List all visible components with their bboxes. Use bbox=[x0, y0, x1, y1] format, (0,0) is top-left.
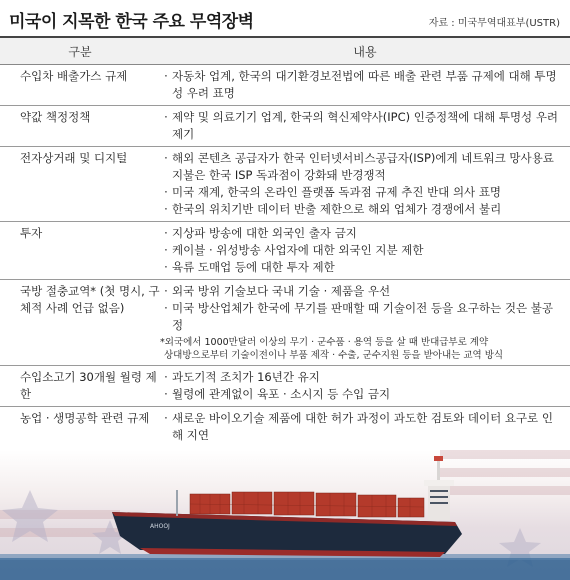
item-text: 과도기적 조치가 16년간 유지 bbox=[172, 370, 320, 384]
row-items bbox=[160, 222, 570, 279]
bullet-icon: · bbox=[164, 110, 168, 124]
table-row bbox=[0, 280, 570, 366]
list-item bbox=[160, 201, 560, 218]
table-row bbox=[0, 147, 570, 222]
bullet-icon: · bbox=[164, 370, 168, 384]
list-item bbox=[160, 150, 560, 184]
bullet-icon: · bbox=[164, 69, 168, 83]
list-item bbox=[160, 386, 560, 403]
item-text: 자동차 업계, 한국의 대기환경보전법에 따른 배출 관련 부품 규제에 대해 투명성 우려 표명 bbox=[172, 69, 557, 100]
row-category: 수입소고기 30개월 월령 제한 bbox=[20, 370, 157, 401]
bullet-icon: · bbox=[164, 202, 168, 216]
item-text: 지상파 방송에 대한 외국인 출자 금지 bbox=[172, 226, 357, 240]
table-header bbox=[0, 38, 570, 65]
row-items bbox=[160, 106, 570, 146]
item-text: 미국 재계, 한국의 온라인 플랫폼 독과점 규제 추진 반대 의사 표명 bbox=[172, 185, 502, 199]
table-body bbox=[0, 65, 570, 447]
bullet-icon: · bbox=[164, 243, 168, 257]
list-item bbox=[160, 410, 560, 444]
source-note: 자료 : 미국무역대표부(USTR) bbox=[428, 18, 560, 29]
row-items bbox=[160, 366, 570, 406]
item-text: 외국 방위 기술보다 국내 기술 · 제품을 우선 bbox=[172, 284, 391, 298]
ship-name-label: AHOOJ bbox=[150, 523, 170, 530]
item-text: 월령에 관계없이 육포 · 소시지 등 수입 금지 bbox=[172, 387, 391, 401]
header-content: 내용 bbox=[353, 44, 377, 59]
bullet-icon: · bbox=[164, 284, 168, 298]
row-category: 약값 책정정책 bbox=[20, 110, 91, 124]
item-text: 한국의 위치기반 데이터 반출 제한으로 해외 업체가 경쟁에서 불리 bbox=[172, 202, 502, 216]
row-category: 전자상거래 및 디지털 bbox=[20, 151, 128, 165]
item-text: 제약 및 의료기기 업계, 한국의 혁신제약사(IPC) 인증정책에 대해 투명성 우려 제기 bbox=[172, 110, 559, 141]
bullet-icon: · bbox=[164, 411, 168, 425]
item-text: 육류 도매업 등에 대한 투자 제한 bbox=[172, 260, 335, 274]
list-item bbox=[160, 283, 560, 300]
list-item bbox=[160, 109, 560, 143]
row-items bbox=[160, 407, 570, 447]
row-items bbox=[160, 280, 570, 365]
list-item bbox=[160, 242, 560, 259]
item-text: 미국 방산업체가 한국에 무기를 판매할 때 기술이전 등을 요구하는 것은 불공정 bbox=[172, 301, 553, 332]
list-item bbox=[160, 68, 560, 102]
list-item bbox=[160, 300, 560, 334]
cargo-ship-illustration bbox=[0, 450, 570, 580]
row-category: 국방 절충교역* (첫 명시, 구체적 사례 언급 없음) bbox=[20, 284, 160, 315]
trade-barrier-table bbox=[0, 36, 570, 447]
bullet-icon: · bbox=[164, 260, 168, 274]
list-item bbox=[160, 369, 560, 386]
header-category: 구분 bbox=[68, 44, 92, 59]
item-text: 해외 콘텐츠 공급자가 한국 인터넷서비스공급자(ISP)에게 네트워크 망사용료 지불은 한국 ISP 독과점이 강화돼 반경쟁적 bbox=[172, 151, 554, 182]
bullet-icon: · bbox=[164, 185, 168, 199]
list-item bbox=[160, 184, 560, 201]
item-text: 새로운 바이오기술 제품에 대한 허가 과정이 과도한 검토와 데이터 요구로 인해 지연 bbox=[172, 411, 553, 442]
table-row bbox=[0, 65, 570, 106]
row-items bbox=[160, 65, 570, 105]
list-item bbox=[160, 259, 560, 276]
row-category: 투자 bbox=[20, 226, 43, 240]
footnote bbox=[160, 336, 560, 362]
table-row bbox=[0, 366, 570, 407]
table-row bbox=[0, 222, 570, 280]
bullet-icon: · bbox=[164, 301, 168, 315]
cargo-ship-image bbox=[0, 450, 570, 580]
list-item bbox=[160, 225, 560, 242]
page-title: 미국이 지목한 한국 주요 무역장벽 bbox=[9, 12, 254, 32]
item-text: 케이블 · 위성방송 사업자에 대한 외국인 지분 제한 bbox=[172, 243, 424, 257]
row-items bbox=[160, 147, 570, 221]
table-row bbox=[0, 407, 570, 447]
bullet-icon: · bbox=[164, 387, 168, 401]
footnote-line: *외국에서 1000만달러 이상의 무기 · 군수품 · 용역 등을 살 때 반대급부로 계약 bbox=[160, 337, 489, 348]
footnote-line: 상대방으로부터 기술이전이나 부품 제작 · 수출, 군수지원 등을 받아내는 교역 방식 bbox=[164, 350, 504, 361]
table-row bbox=[0, 106, 570, 147]
bullet-icon: · bbox=[164, 151, 168, 165]
bullet-icon: · bbox=[164, 226, 168, 240]
row-category: 수입차 배출가스 규제 bbox=[20, 69, 128, 83]
row-category: 농업 · 생명공학 관련 규제 bbox=[20, 411, 150, 425]
